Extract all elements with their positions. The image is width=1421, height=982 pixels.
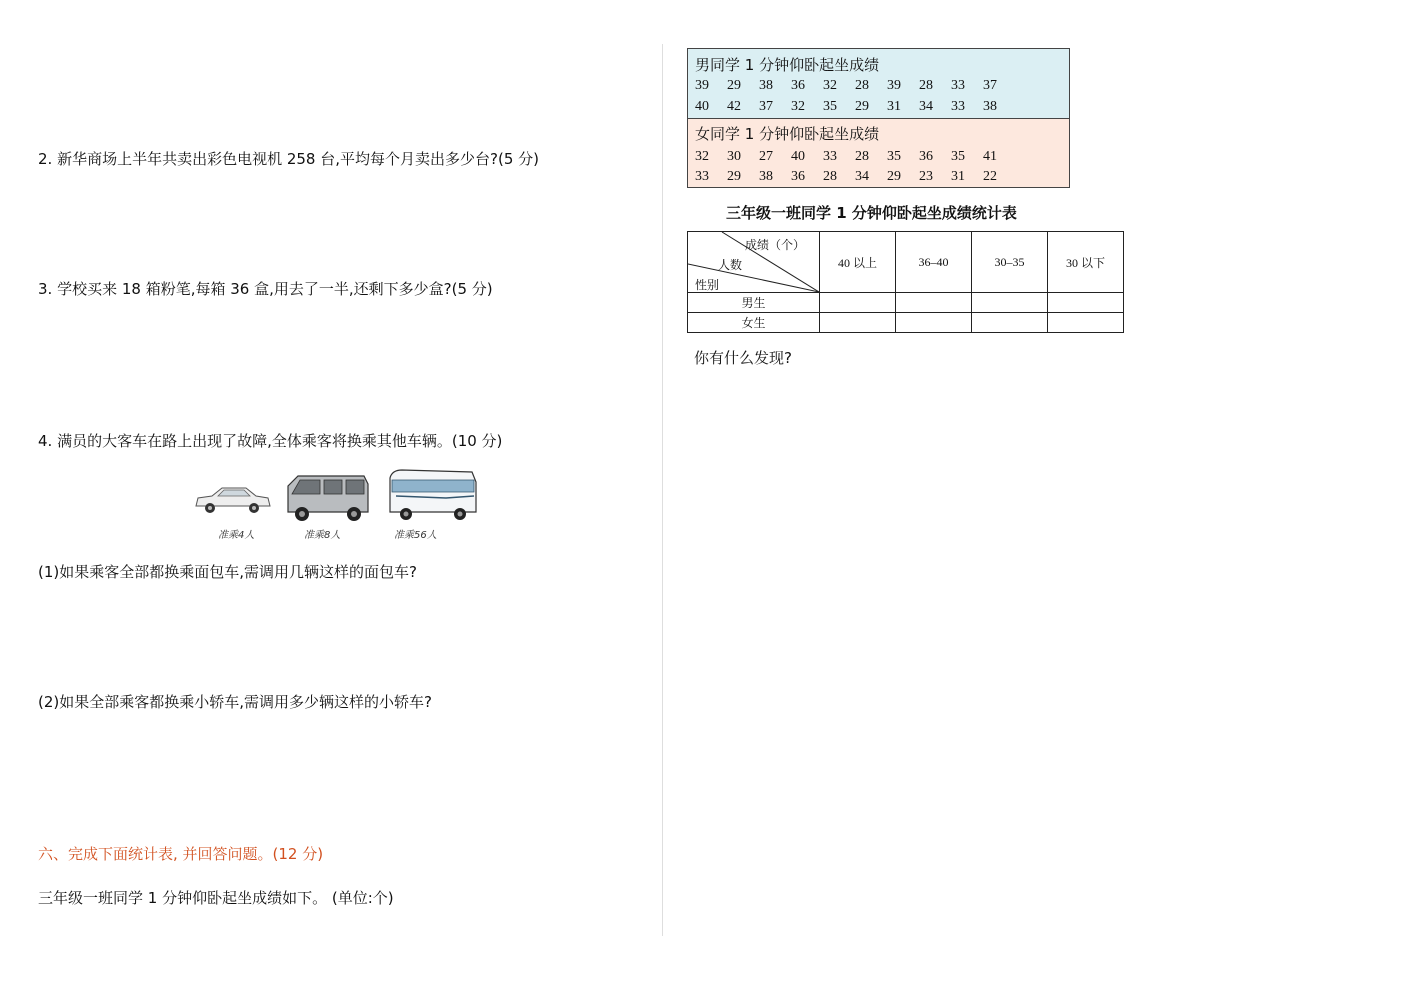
score: 28 [855, 149, 869, 164]
van-capacity-label: 准乘8人 [304, 530, 341, 541]
score: 41 [983, 149, 997, 164]
section-6-title: 六、完成下面统计表, 并回答问题。(12 分) [38, 845, 324, 863]
boys-scores-row-2 [695, 99, 1015, 115]
question-4-2: (2)如果全部乘客都换乘小轿车,需调用多少辆这样的小轿车? [38, 693, 432, 711]
score: 38 [759, 169, 773, 184]
score: 31 [887, 99, 901, 114]
score: 29 [727, 169, 741, 184]
score: 33 [951, 78, 965, 93]
column-header: 36–40 [896, 232, 972, 293]
score: 32 [791, 99, 805, 114]
score: 35 [951, 149, 965, 164]
question-4: 4. 满员的大客车在路上出现了故障,全体乘客将换乘其他车辆。(10 分) [38, 432, 503, 450]
score: 35 [823, 99, 837, 114]
blank-cell[interactable] [972, 313, 1048, 333]
score: 27 [759, 149, 773, 164]
score: 30 [727, 149, 741, 164]
row-header-girls: 女生 [688, 313, 820, 333]
score: 28 [855, 78, 869, 93]
score: 35 [887, 149, 901, 164]
score: 39 [887, 78, 901, 93]
score: 42 [727, 99, 741, 114]
score: 28 [919, 78, 933, 93]
blank-cell[interactable] [896, 293, 972, 313]
girls-scores-title: 女同学 1 分钟仰卧起坐成绩 [695, 125, 880, 143]
blank-cell[interactable] [972, 293, 1048, 313]
page-divider [662, 44, 663, 936]
corner-label-gender: 性别 [695, 278, 720, 292]
score: 33 [823, 149, 837, 164]
section-6-intro: 三年级一班同学 1 分钟仰卧起坐成绩如下。 (单位:个) [38, 889, 394, 907]
score: 38 [983, 99, 997, 114]
bus-image [386, 468, 478, 522]
boys-scores-title: 男同学 1 分钟仰卧起坐成绩 [695, 56, 880, 74]
score: 28 [823, 169, 837, 184]
table-row [688, 313, 1124, 333]
column-header: 30–35 [972, 232, 1048, 293]
score: 37 [983, 78, 997, 93]
score: 22 [983, 169, 997, 184]
score: 23 [919, 169, 933, 184]
blank-cell[interactable] [1048, 313, 1124, 333]
girls-scores-row-2 [695, 169, 1015, 185]
blank-cell[interactable] [820, 313, 896, 333]
blank-cell[interactable] [820, 293, 896, 313]
van-image [284, 472, 370, 522]
car-capacity-label: 准乘4人 [218, 530, 255, 541]
bus-capacity-label: 准乘56人 [394, 530, 437, 541]
boys-scores-row-1 [695, 78, 1015, 94]
score: 31 [951, 169, 965, 184]
score: 29 [887, 169, 901, 184]
question-3: 3. 学校买来 18 箱粉笔,每箱 36 盒,用去了一半,还剩下多少盒?(5 分) [38, 280, 493, 298]
car-image [192, 482, 272, 518]
blank-cell[interactable] [896, 313, 972, 333]
question-findings: 你有什么发现? [694, 349, 792, 367]
score: 36 [791, 169, 805, 184]
stats-table [687, 231, 1124, 333]
question-2: 2. 新华商场上半年共卖出彩色电视机 258 台,平均每个月卖出多少台?(5 分) [38, 150, 539, 168]
score: 32 [695, 149, 709, 164]
score: 38 [759, 78, 773, 93]
score: 29 [855, 99, 869, 114]
score: 34 [855, 169, 869, 184]
score: 32 [823, 78, 837, 93]
question-4-1: (1)如果乘客全部都换乘面包车,需调用几辆这样的面包车? [38, 563, 417, 581]
score: 40 [791, 149, 805, 164]
score: 33 [951, 99, 965, 114]
column-header: 30 以下 [1048, 232, 1124, 293]
stats-table-title: 三年级一班同学 1 分钟仰卧起坐成绩统计表 [726, 204, 1017, 222]
table-row [688, 293, 1124, 313]
score: 40 [695, 99, 709, 114]
score: 37 [759, 99, 773, 114]
column-header: 40 以上 [820, 232, 896, 293]
row-header-boys: 男生 [688, 293, 820, 313]
score: 34 [919, 99, 933, 114]
girls-scores-row-1 [695, 149, 1015, 165]
score: 33 [695, 169, 709, 184]
blank-cell[interactable] [1048, 293, 1124, 313]
corner-label-count: 人数 [718, 258, 743, 272]
table-corner-header [688, 232, 820, 293]
score: 29 [727, 78, 741, 93]
girls-scores-box [687, 118, 1070, 188]
corner-label-score: 成绩（个） [744, 238, 805, 252]
boys-scores-box [687, 48, 1070, 119]
score: 39 [695, 78, 709, 93]
score: 36 [919, 149, 933, 164]
score: 36 [791, 78, 805, 93]
